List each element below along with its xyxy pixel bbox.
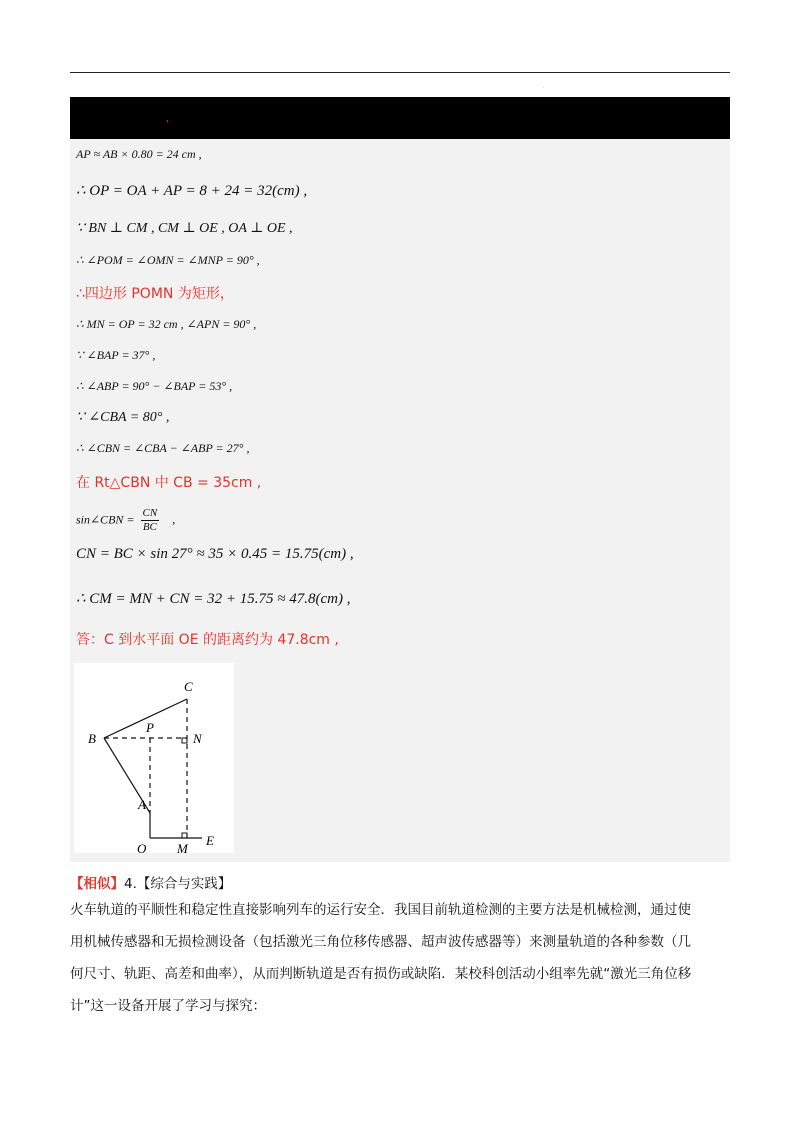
section-body-2: 用机械传感器和无损检测设备（包括激光三角位移传感器、超声波传感器等）来测量轨道的各种参数（几	[70, 934, 691, 950]
solution-line-12	[76, 507, 175, 534]
section-heading	[70, 872, 730, 892]
fraction	[141, 507, 160, 534]
solution-line-6: ∴ MN = OP = 32 cm , ∠APN = 90° ,	[76, 317, 257, 331]
top-rule	[70, 72, 730, 73]
fraction-tail: ,	[172, 512, 176, 527]
label-e: E	[206, 833, 214, 848]
section-tag: 【相似】	[70, 876, 124, 892]
band-mark: ,	[166, 110, 169, 124]
label-n: N	[193, 731, 202, 746]
solution-line-10: ∴ ∠CBN = ∠CBA − ∠ABP = 27° ,	[76, 441, 250, 455]
solution-line-4: ∴ ∠POM = ∠OMN = ∠MNP = 90° ,	[76, 253, 260, 267]
label-p: P	[146, 720, 154, 735]
label-b: B	[88, 731, 96, 746]
solution-line-11: 在 Rt△CBN 中 CB = 35cm ,	[76, 475, 262, 491]
solution-line-1: AP ≈ AB × 0.80 = 24 cm ,	[76, 147, 202, 161]
solution-line-8: ∴ ∠ABP = 90° − ∠BAP = 53° ,	[76, 379, 233, 393]
geometry-figure	[74, 663, 234, 853]
solution-line-13: CN = BC × sin 27° ≈ 35 × 0.45 = 15.75(cm) ,	[76, 546, 354, 562]
solution-line-5: ∴四边形 POMN 为矩形，	[76, 286, 234, 302]
solution-line-14: ∴ CM = MN + CN = 32 + 15.75 ≈ 47.8(cm) ,	[76, 591, 351, 607]
right-angle-n	[182, 738, 187, 743]
section-body-3: 何尺寸、轨距、高差和曲率），从而判断轨道是否有损伤或缺陷．某校科创活动小组率先就“激光三角位移	[70, 966, 692, 982]
solution-panel	[70, 139, 730, 862]
label-c: C	[184, 679, 193, 694]
section-title: 4.【综合与实践】	[124, 876, 232, 892]
section-body-4: 计”这一设备开展了学习与探究：	[70, 998, 266, 1014]
label-m: M	[177, 841, 188, 853]
solution-line-9: ∵ ∠CBA = 80° ,	[76, 410, 170, 425]
header-dot: .	[543, 84, 545, 90]
redacted-band	[70, 97, 730, 139]
label-a: A	[138, 797, 146, 812]
solution-line-7: ∵ ∠BAP = 37° ,	[76, 348, 156, 362]
right-angle-m	[182, 833, 187, 838]
section-body-1: 火车轨道的平顺性和稳定性直接影响列车的运行安全．我国目前轨道检测的主要方法是机械检测，通过使	[70, 902, 691, 918]
fraction-numerator: CN	[142, 507, 158, 519]
fraction-denominator: BC	[142, 521, 157, 533]
solution-line-3: ∵ BN ⊥ CM , CM ⊥ OE , OA ⊥ OE ,	[76, 221, 293, 236]
label-o: O	[137, 841, 147, 853]
solution-line-2: ∴ OP = OA + AP = 8 + 24 = 32(cm) ,	[76, 183, 308, 199]
sin-label: sin∠CBN =	[76, 512, 135, 527]
solution-line-15: 答：C 到水平面 OE 的距离约为 47.8cm ,	[76, 632, 339, 648]
geometry-svg	[74, 663, 234, 853]
